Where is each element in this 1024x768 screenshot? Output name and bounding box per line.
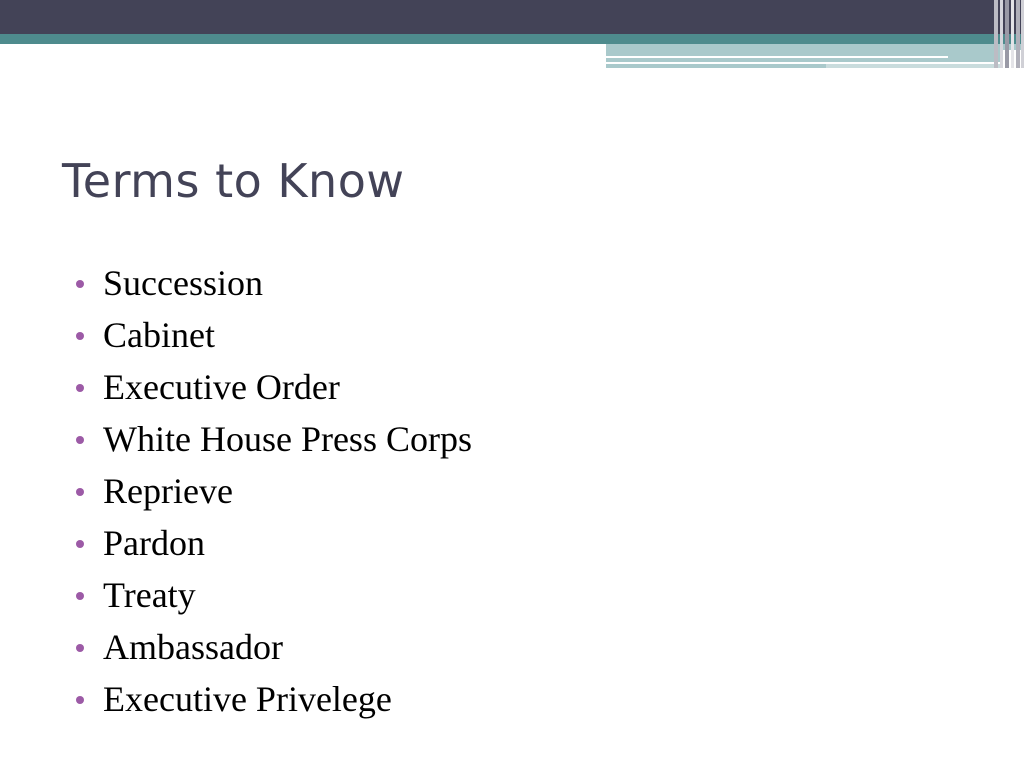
bullet-dot-icon bbox=[76, 592, 84, 600]
header-tab bbox=[606, 44, 1002, 62]
header-band-gap bbox=[0, 44, 606, 50]
bullet-item bbox=[74, 518, 472, 570]
bullet-text: Succession bbox=[103, 263, 263, 303]
slide-title: Terms to Know bbox=[62, 154, 405, 208]
bullet-dot-icon bbox=[76, 384, 84, 392]
header-tab-line bbox=[826, 64, 1002, 68]
bullet-dot-icon bbox=[76, 488, 84, 496]
bullet-item bbox=[74, 258, 472, 310]
bullet-list bbox=[74, 258, 472, 726]
bullet-dot-icon bbox=[76, 280, 84, 288]
bullet-item bbox=[74, 414, 472, 466]
bullet-item bbox=[74, 466, 472, 518]
bullet-item bbox=[74, 674, 472, 726]
bullet-text: Cabinet bbox=[103, 315, 215, 355]
bullet-text: Reprieve bbox=[103, 471, 233, 511]
bullet-dot-icon bbox=[76, 332, 84, 340]
bullet-dot-icon bbox=[76, 644, 84, 652]
bullet-item bbox=[74, 570, 472, 622]
bullet-dot-icon bbox=[76, 436, 84, 444]
header-band-dark bbox=[0, 0, 1024, 34]
bullet-text: White House Press Corps bbox=[103, 419, 472, 459]
bullet-text: Treaty bbox=[103, 575, 196, 615]
bullet-item bbox=[74, 622, 472, 674]
bullet-item bbox=[74, 362, 472, 414]
header-band-teal bbox=[0, 34, 1024, 44]
bullet-dot-icon bbox=[76, 540, 84, 548]
bullet-item bbox=[74, 310, 472, 362]
header-tab-line bbox=[606, 56, 948, 58]
bullet-text: Ambassador bbox=[103, 627, 283, 667]
header-tab-line bbox=[606, 64, 826, 68]
bullet-text: Executive Privelege bbox=[103, 679, 392, 719]
header-stripes bbox=[994, 0, 1024, 68]
bullet-text: Executive Order bbox=[103, 367, 340, 407]
bullet-text: Pardon bbox=[103, 523, 205, 563]
bullet-dot-icon bbox=[76, 696, 84, 704]
